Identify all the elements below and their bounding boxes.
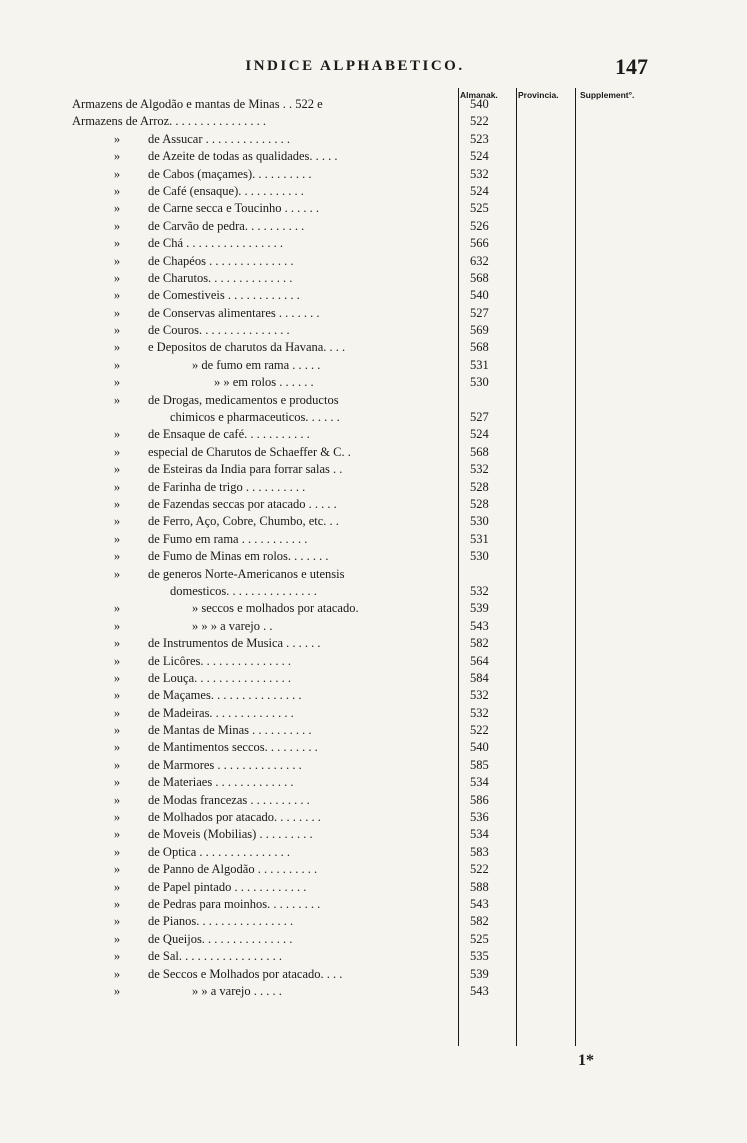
entry-label: » » » a varejo . . <box>192 618 273 633</box>
almanak-page-number: 543 <box>470 983 489 998</box>
entry-label: de Marmores . . . . . . . . . . . . . . <box>148 757 302 772</box>
index-row <box>0 618 747 635</box>
almanak-page-number: 585 <box>470 757 489 772</box>
almanak-page-number: 534 <box>470 827 489 842</box>
index-row <box>0 774 747 791</box>
index-row <box>0 305 747 322</box>
ditto-mark: » <box>113 183 121 198</box>
ditto-mark: » <box>113 514 121 529</box>
index-row <box>0 166 747 183</box>
entry-label: » seccos e molhados por atacado. <box>192 601 359 616</box>
almanak-page-number: 525 <box>470 201 489 216</box>
almanak-page-number: 530 <box>470 375 489 390</box>
ditto-mark: » <box>113 844 121 859</box>
index-row <box>0 339 747 356</box>
entry-label: de Drogas, medicamentos e productos <box>148 392 339 407</box>
index-row <box>0 270 747 287</box>
ditto-mark: » <box>113 236 121 251</box>
index-row <box>0 322 747 339</box>
index-row <box>0 809 747 826</box>
almanak-page-number: 568 <box>470 270 489 285</box>
index-row <box>0 896 747 913</box>
almanak-page-number: 569 <box>470 323 489 338</box>
almanak-page-number: 532 <box>470 462 489 477</box>
index-row <box>0 548 747 565</box>
ditto-mark: » <box>113 253 121 268</box>
ditto-mark: » <box>113 392 121 407</box>
almanak-page-number: 532 <box>470 583 489 598</box>
entry-label: de Materiaes . . . . . . . . . . . . . <box>148 775 294 790</box>
almanak-page-number: 532 <box>470 166 489 181</box>
index-row <box>0 409 747 426</box>
index-row <box>0 844 747 861</box>
index-row <box>0 531 747 548</box>
ditto-mark: » <box>113 427 121 442</box>
ditto-mark: » <box>113 288 121 303</box>
almanak-page-number: 568 <box>470 340 489 355</box>
entry-label: de Seccos e Molhados por atacado. . . . <box>148 966 343 981</box>
entry-label: de Sal. . . . . . . . . . . . . . . . . <box>148 949 283 964</box>
entry-label: de generos Norte-Americanos e utensis <box>148 566 345 581</box>
index-entries <box>0 96 747 1000</box>
index-row <box>0 670 747 687</box>
index-row <box>0 635 747 652</box>
ditto-mark: » <box>113 566 121 581</box>
ditto-mark: » <box>113 479 121 494</box>
entry-label: de Carvão de pedra. . . . . . . . . . <box>148 218 305 233</box>
almanak-page-number: 632 <box>470 253 489 268</box>
entry-label: domesticos. . . . . . . . . . . . . . . <box>170 583 317 598</box>
entry-label: de Fazendas seccas por atacado . . . . . <box>148 496 337 511</box>
ditto-mark: » <box>113 879 121 894</box>
ditto-mark: » <box>113 723 121 738</box>
ditto-mark: » <box>113 705 121 720</box>
page-title: INDICE ALPHABETICO. <box>245 58 465 74</box>
index-row <box>0 966 747 983</box>
entry-label: » » a varejo . . . . . <box>192 983 282 998</box>
ditto-mark: » <box>113 444 121 459</box>
ditto-mark: » <box>113 792 121 807</box>
almanak-page-number: 525 <box>470 931 489 946</box>
almanak-page-number: 540 <box>470 740 489 755</box>
index-row <box>0 131 747 148</box>
entry-label: de Panno de Algodão . . . . . . . . . . <box>148 862 318 877</box>
almanak-page-number: 522 <box>470 114 489 129</box>
ditto-mark: » <box>113 740 121 755</box>
entry-label: chimicos e pharmaceuticos. . . . . . <box>170 410 340 425</box>
ditto-mark: » <box>113 983 121 998</box>
index-row <box>0 253 747 270</box>
almanak-page-number: 568 <box>470 444 489 459</box>
entry-label: de Carne secca e Toucinho . . . . . . <box>148 201 320 216</box>
index-row <box>0 687 747 704</box>
index-row <box>0 113 747 130</box>
ditto-mark: » <box>113 323 121 338</box>
almanak-page-number: 543 <box>470 896 489 911</box>
entry-label: de Comestiveis . . . . . . . . . . . . <box>148 288 300 303</box>
entry-label: de Fumo em rama . . . . . . . . . . . <box>148 531 308 546</box>
entry-label: de Optica . . . . . . . . . . . . . . . <box>148 844 290 859</box>
almanak-page-number: 532 <box>470 705 489 720</box>
entry-label: de Louça. . . . . . . . . . . . . . . . <box>148 670 292 685</box>
ditto-mark: » <box>113 636 121 651</box>
ditto-mark: » <box>113 218 121 233</box>
almanak-page-number: 582 <box>470 914 489 929</box>
entry-label: de Ensaque de café. . . . . . . . . . . <box>148 427 310 442</box>
entry-label: de Farinha de trigo . . . . . . . . . . <box>148 479 306 494</box>
almanak-page-number: 588 <box>470 879 489 894</box>
index-row <box>0 235 747 252</box>
index-row <box>0 983 747 1000</box>
index-row <box>0 200 747 217</box>
almanak-page-number: 584 <box>470 670 489 685</box>
entry-label: de Charutos. . . . . . . . . . . . . . <box>148 270 293 285</box>
index-row <box>0 722 747 739</box>
ditto-mark: » <box>113 166 121 181</box>
index-row <box>0 218 747 235</box>
entry-label: e Depositos de charutos da Havana. . . . <box>148 340 346 355</box>
entry-label: de Mantas de Minas . . . . . . . . . . <box>148 723 312 738</box>
almanak-page-number: 531 <box>470 357 489 372</box>
entry-label: de Mantimentos seccos. . . . . . . . . <box>148 740 318 755</box>
index-row <box>0 757 747 774</box>
index-row <box>0 792 747 809</box>
ditto-mark: » <box>113 862 121 877</box>
index-row <box>0 183 747 200</box>
entry-label: de Molhados por atacado. . . . . . . . <box>148 810 321 825</box>
almanak-page-number: 566 <box>470 236 489 251</box>
almanak-page-number: 522 <box>470 862 489 877</box>
index-row <box>0 705 747 722</box>
index-row <box>0 739 747 756</box>
ditto-mark: » <box>113 531 121 546</box>
entry-label: Armazens de Arroz. . . . . . . . . . . . . . . . <box>72 114 267 129</box>
index-row <box>0 426 747 443</box>
almanak-page-number: 524 <box>470 149 489 164</box>
page-number: 147 <box>615 54 648 79</box>
index-row <box>0 496 747 513</box>
ditto-mark: » <box>113 914 121 929</box>
column-header-provincia: Provincia. <box>518 90 559 100</box>
index-row <box>0 653 747 670</box>
entry-label: de Papel pintado . . . . . . . . . . . . <box>148 879 307 894</box>
entry-label: de Instrumentos de Musica . . . . . . <box>148 636 321 651</box>
entry-label: de Licôres. . . . . . . . . . . . . . . <box>148 653 292 668</box>
ditto-mark: » <box>113 757 121 772</box>
ditto-mark: » <box>113 496 121 511</box>
entry-label: de Pedras para moinhos. . . . . . . . . <box>148 896 321 911</box>
index-row <box>0 461 747 478</box>
ditto-mark: » <box>113 549 121 564</box>
almanak-page-number: 526 <box>470 218 489 233</box>
entry-label: de Chá . . . . . . . . . . . . . . . . <box>148 236 284 251</box>
entry-label: de Maçames. . . . . . . . . . . . . . . <box>148 688 302 703</box>
entry-label: de Conservas alimentares . . . . . . . <box>148 305 320 320</box>
index-row <box>0 948 747 965</box>
index-row <box>0 600 747 617</box>
index-row <box>0 148 747 165</box>
almanak-page-number: 530 <box>470 514 489 529</box>
ditto-mark: » <box>113 896 121 911</box>
entry-label: de Fumo de Minas em rolos. . . . . . . <box>148 549 329 564</box>
entry-label: de Cabos (maçames). . . . . . . . . . <box>148 166 312 181</box>
ditto-mark: » <box>113 827 121 842</box>
almanak-page-number: 583 <box>470 844 489 859</box>
entry-label: » de fumo em rama . . . . . <box>192 357 321 372</box>
ditto-mark: » <box>113 305 121 320</box>
index-row <box>0 513 747 530</box>
entry-label: de Chapéos . . . . . . . . . . . . . . <box>148 253 294 268</box>
ditto-mark: » <box>113 670 121 685</box>
almanak-page-number: 528 <box>470 496 489 511</box>
entry-label: Armazens de Algodão e mantas de Minas . . 522 e <box>72 97 323 111</box>
almanak-page-number: 534 <box>470 775 489 790</box>
almanak-page-number: 539 <box>470 966 489 981</box>
index-row <box>0 861 747 878</box>
almanak-page-number: 540 <box>470 288 489 303</box>
almanak-page-number: 539 <box>470 601 489 616</box>
almanak-page-number: 530 <box>470 549 489 564</box>
entry-label: de Moveis (Mobilias) . . . . . . . . . <box>148 827 313 842</box>
almanak-page-number: 522 <box>470 723 489 738</box>
index-row <box>0 566 747 583</box>
almanak-page-number: 586 <box>470 792 489 807</box>
index-row <box>0 583 747 600</box>
ditto-mark: » <box>113 775 121 790</box>
ditto-mark: » <box>113 653 121 668</box>
index-row <box>0 287 747 304</box>
index-row <box>0 96 747 113</box>
entry-label: de Ferro, Aço, Cobre, Chumbo, etc. . . <box>148 514 339 529</box>
signature-mark: 1* <box>578 1052 594 1069</box>
column-header-almanak: Almanak. <box>460 90 498 100</box>
ditto-mark: » <box>113 601 121 616</box>
index-row <box>0 913 747 930</box>
ditto-mark: » <box>113 340 121 355</box>
entry-label: de Assucar . . . . . . . . . . . . . . <box>148 131 290 146</box>
ditto-mark: » <box>113 931 121 946</box>
ditto-mark: » <box>113 688 121 703</box>
almanak-page-number: 527 <box>470 305 489 320</box>
almanak-page-number: 540 <box>470 97 489 111</box>
ditto-mark: » <box>113 201 121 216</box>
entry-label: especial de Charutos de Schaeffer & C. . <box>148 444 351 459</box>
index-row <box>0 479 747 496</box>
index-row <box>0 931 747 948</box>
column-header-supplemento: Supplement°. <box>580 90 635 100</box>
index-row <box>0 392 747 409</box>
almanak-page-number: 564 <box>470 653 489 668</box>
almanak-page-number: 524 <box>470 427 489 442</box>
entry-label: de Modas francezas . . . . . . . . . . <box>148 792 310 807</box>
almanak-page-number: 535 <box>470 949 489 964</box>
entry-label: de Azeite de todas as qualidades. . . . . <box>148 149 338 164</box>
ditto-mark: » <box>113 270 121 285</box>
almanak-page-number: 536 <box>470 810 489 825</box>
ditto-mark: » <box>113 375 121 390</box>
index-row <box>0 879 747 896</box>
entry-label: de Couros. . . . . . . . . . . . . . . <box>148 323 290 338</box>
almanak-page-number: 531 <box>470 531 489 546</box>
ditto-mark: » <box>113 149 121 164</box>
almanak-page-number: 528 <box>470 479 489 494</box>
entry-label: de Madeiras. . . . . . . . . . . . . . <box>148 705 294 720</box>
entry-label: de Pianos. . . . . . . . . . . . . . . . <box>148 914 294 929</box>
index-row <box>0 374 747 391</box>
index-row <box>0 826 747 843</box>
entry-label: de Queijos. . . . . . . . . . . . . . . <box>148 931 293 946</box>
almanak-page-number: 582 <box>470 636 489 651</box>
ditto-mark: » <box>113 357 121 372</box>
almanak-page-number: 524 <box>470 183 489 198</box>
ditto-mark: » <box>113 966 121 981</box>
ditto-mark: » <box>113 949 121 964</box>
index-row <box>0 357 747 374</box>
entry-label: de Esteiras da India para forrar salas . . <box>148 462 343 477</box>
almanak-page-number: 532 <box>470 688 489 703</box>
almanak-page-number: 523 <box>470 131 489 146</box>
ditto-mark: » <box>113 462 121 477</box>
ditto-mark: » <box>113 618 121 633</box>
almanak-page-number: 527 <box>470 410 489 425</box>
index-row <box>0 444 747 461</box>
ditto-mark: » <box>113 131 121 146</box>
almanak-page-number: 543 <box>470 618 489 633</box>
entry-label: de Café (ensaque). . . . . . . . . . . <box>148 183 304 198</box>
ditto-mark: » <box>113 810 121 825</box>
entry-label: » » em rolos . . . . . . <box>214 375 314 390</box>
